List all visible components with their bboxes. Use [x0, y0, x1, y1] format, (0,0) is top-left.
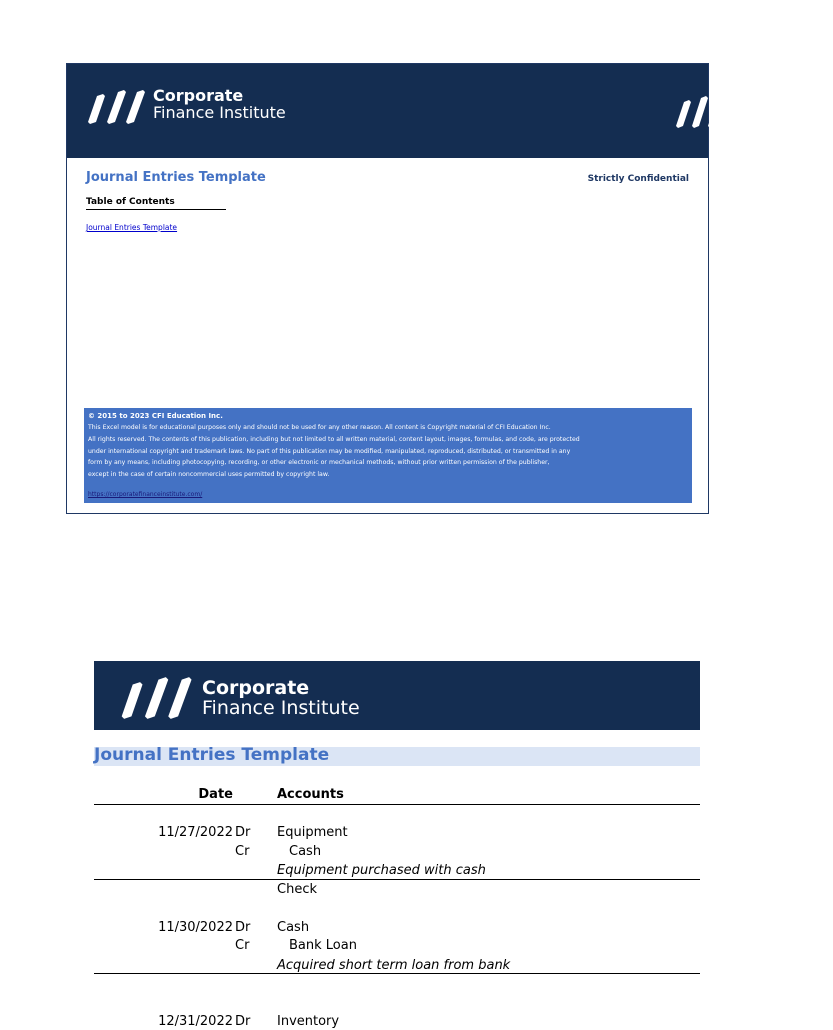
website-link[interactable]: https://corporatefinanceinstitute.com/	[88, 491, 203, 498]
column-header-date: Date	[198, 787, 233, 802]
entry-date: 11/27/2022	[158, 825, 233, 840]
macabacus-name-text: macabacus	[730, 94, 828, 114]
check-label: Check	[277, 882, 317, 897]
copyright-heading: © 2015 to 2023 CFI Education Inc.	[88, 412, 223, 420]
toc-link-journal-entries[interactable]: Journal Entries Template	[86, 223, 178, 232]
legal-line: except in the case of certain noncommercial uses permitted by copyright law.	[88, 471, 330, 479]
macabacus-logo-icon	[674, 96, 724, 132]
cover-banner	[67, 64, 833, 158]
entry-memo: Equipment purchased with cash	[277, 863, 486, 878]
entry-date: 12/31/2022	[158, 1014, 233, 1029]
entry-date: 11/30/2022	[158, 920, 233, 935]
cfi-wordmark	[153, 88, 286, 122]
legal-line: All rights reserved. The contents of this publication, including but not limited to all written material, content layout, images, formulas, and code, are protected	[88, 435, 580, 443]
header-divider	[94, 804, 700, 805]
legal-notice	[84, 408, 692, 503]
debit-account: Equipment	[277, 825, 348, 840]
cfi-logo-icon	[85, 90, 147, 124]
sheet-banner	[94, 661, 700, 730]
entry-divider	[94, 879, 700, 880]
brand-line-2: Finance Institute	[153, 102, 286, 122]
legal-line: This Excel model is for educational purposes only and should not be used for any other reason. All content is Copyright material of CFI Education Inc.	[88, 424, 551, 431]
macabacus-by: by CFI	[732, 116, 767, 129]
cfi-logo-icon	[118, 676, 194, 720]
debit-marker: Dr	[235, 920, 251, 935]
credit-account: Cash	[289, 844, 322, 859]
debit-account: Inventory	[277, 1014, 340, 1029]
credit-marker: Cr	[235, 938, 250, 953]
cfi-wordmark	[202, 679, 360, 719]
macabacus-name	[730, 94, 833, 114]
sheet-title: Journal Entries Template	[94, 745, 330, 765]
credit-account: Bank Loan	[289, 938, 357, 953]
debit-marker: Dr	[235, 1014, 251, 1029]
entry-memo: Acquired short term loan from bank	[277, 958, 511, 973]
brand-line-1: Corporate	[153, 86, 244, 105]
brand-line-1: Corporate	[202, 677, 310, 699]
legal-line: form by any means, including photocopying, recording, or other electronic or mechanical methods, without prior written permission of the publisher,	[88, 459, 550, 467]
toc-heading: Table of Contents	[86, 197, 226, 210]
registered-mark: ®	[827, 97, 833, 105]
legal-line: under international copyright and trademark laws. No part of this publication may be modified, manipulated, reproduced, distributed, or transmitted in any	[88, 447, 571, 455]
column-header-accounts: Accounts	[277, 787, 344, 802]
entry-divider	[94, 973, 700, 974]
debit-marker: Dr	[235, 825, 251, 840]
debit-account: Cash	[277, 920, 310, 935]
cover-title: Journal Entries Template	[86, 170, 266, 185]
brand-line-2: Finance Institute	[202, 696, 360, 719]
confidential-label: Strictly Confidential	[587, 174, 689, 184]
cover-page	[66, 63, 833, 514]
credit-marker: Cr	[235, 844, 250, 859]
